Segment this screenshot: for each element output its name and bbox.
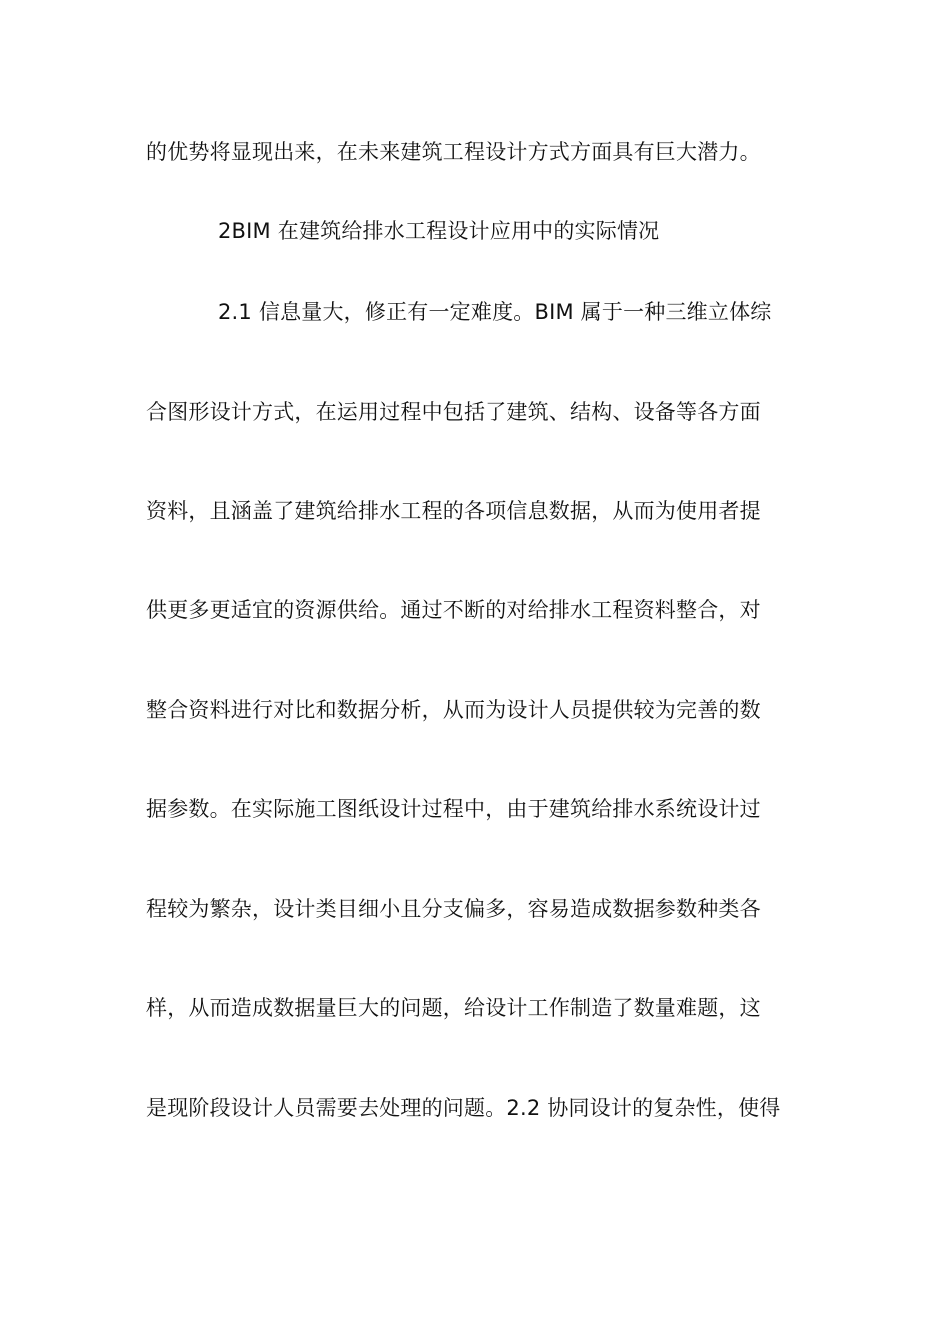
paragraph-line: 程较为繁杂，设计类目细小且分支偏多，容易造成数据参数种类各 <box>146 897 761 921</box>
paragraph-first-line: 2.1 信息量大，修正有一定难度。BIM 属于一种三维立体综 <box>218 300 772 324</box>
paragraph-line: 合图形设计方式，在运用过程中包括了建筑、结构、设备等各方面 <box>146 400 761 424</box>
section-heading: 2BIM 在建筑给排水工程设计应用中的实际情况 <box>218 219 660 243</box>
paragraph-line: 资料，且涵盖了建筑给排水工程的各项信息数据，从而为使用者提 <box>146 499 761 523</box>
paragraph-line: 整合资料进行对比和数据分析，从而为设计人员提供较为完善的数 <box>146 698 761 722</box>
paragraph-line: 据参数。在实际施工图纸设计过程中，由于建筑给排水系统设计过 <box>146 797 761 821</box>
paragraph-line: 是现阶段设计人员需要去处理的问题。2.2 协同设计的复杂性，使得 <box>146 1096 781 1120</box>
paragraph-continuation-line: 的优势将显现出来，在未来建筑工程设计方式方面具有巨大潜力。 <box>146 140 761 164</box>
paragraph-line: 样，从而造成数据量巨大的问题，给设计工作制造了数量难题，这 <box>146 996 761 1020</box>
paragraph-line: 供更多更适宜的资源供给。通过不断的对给排水工程资料整合，对 <box>146 598 761 622</box>
